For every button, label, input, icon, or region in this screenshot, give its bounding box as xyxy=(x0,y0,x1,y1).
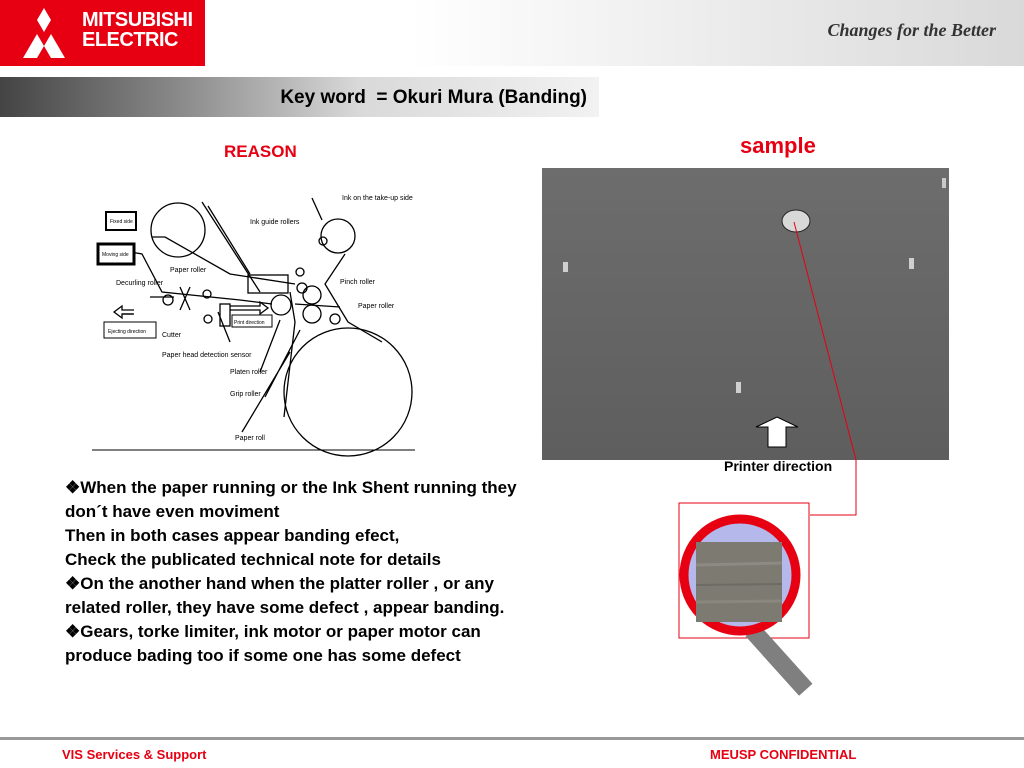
label-fixed-side: Fixed side xyxy=(110,219,133,225)
bullet-item-4 xyxy=(65,572,540,620)
label-paper-roller-left: Paper roller xyxy=(170,267,207,274)
footer-right-text: MEUSP CONFIDENTIAL xyxy=(710,747,857,762)
label-cutter: Cutter xyxy=(162,332,182,339)
logo-line-2: ELECTRIC xyxy=(82,29,178,51)
bullet-item-2 xyxy=(65,524,540,548)
header-banner xyxy=(0,0,1024,66)
mitsubishi-logo xyxy=(0,0,205,66)
label-ejecting-direction: Ejecting direction xyxy=(108,329,147,335)
logo-line-1: MITSUBISHI xyxy=(82,9,193,31)
ink-roller-top xyxy=(321,219,355,253)
diamond-bullet-icon: ❖ xyxy=(65,478,81,497)
label-paper-roller-right: Paper roller xyxy=(358,303,395,310)
bullet-text: When the paper running or the Ink Shent running they don´t have even moviment xyxy=(65,478,517,521)
label-grip-roller: Grip roller xyxy=(230,391,261,398)
logo-wordmark xyxy=(82,10,193,50)
explanation-text xyxy=(65,476,540,668)
title-bar xyxy=(0,77,599,117)
bullet-text: Gears, torke limiter, ink motor or paper motor can produce bading too if some one has some defect xyxy=(65,622,481,665)
label-decurling-roller: Decurling roller xyxy=(116,280,164,287)
mitsubishi-diamonds-icon xyxy=(14,8,74,58)
paper-roller-upper xyxy=(151,203,205,257)
footer-left-text: VIS Services & Support xyxy=(62,747,207,762)
label-paper-head-sensor: Paper head detection sensor xyxy=(162,352,252,359)
paper-roll xyxy=(284,328,412,456)
label-paper-roll: Paper roll xyxy=(235,435,265,442)
bullet-item-1 xyxy=(65,476,540,524)
diamond-bullet-icon: ❖ xyxy=(65,574,81,593)
label-platen-roller: Platen roller xyxy=(230,369,268,376)
tagline: Changes for the Better xyxy=(827,20,996,40)
platen-roller-small xyxy=(271,295,291,315)
magnifier-icon xyxy=(684,519,812,696)
printer-direction-label: Printer direction xyxy=(724,458,833,474)
bullet-text: On the another hand when the platter roller , or any related roller, they have some defect , appear banding. xyxy=(65,574,505,617)
page-title: Key word = Okuri Mura (Banding) xyxy=(280,87,587,108)
magnifier-callout xyxy=(670,220,870,700)
bullet-text: Then in both cases appear banding efect, xyxy=(65,526,400,545)
label-top-right: Ink on the take-up side xyxy=(342,195,413,202)
footer-divider xyxy=(0,737,1024,740)
printer-mechanism-diagram xyxy=(90,192,420,457)
label-print-direction: Print direction xyxy=(234,320,265,326)
reason-heading: REASON xyxy=(224,142,297,161)
diamond-bullet-icon: ❖ xyxy=(65,622,81,641)
bullet-text: Check the publicated technical note for details xyxy=(65,550,441,569)
bullet-item-5 xyxy=(65,620,540,668)
sample-heading: sample xyxy=(740,133,816,158)
label-ink-guide-rollers: Ink guide rollers xyxy=(250,219,300,226)
bullet-item-3 xyxy=(65,548,540,572)
label-moving-side: Moving side xyxy=(102,252,129,258)
label-pinch-roller: Pinch roller xyxy=(340,279,376,286)
pinch-roller xyxy=(303,286,321,304)
